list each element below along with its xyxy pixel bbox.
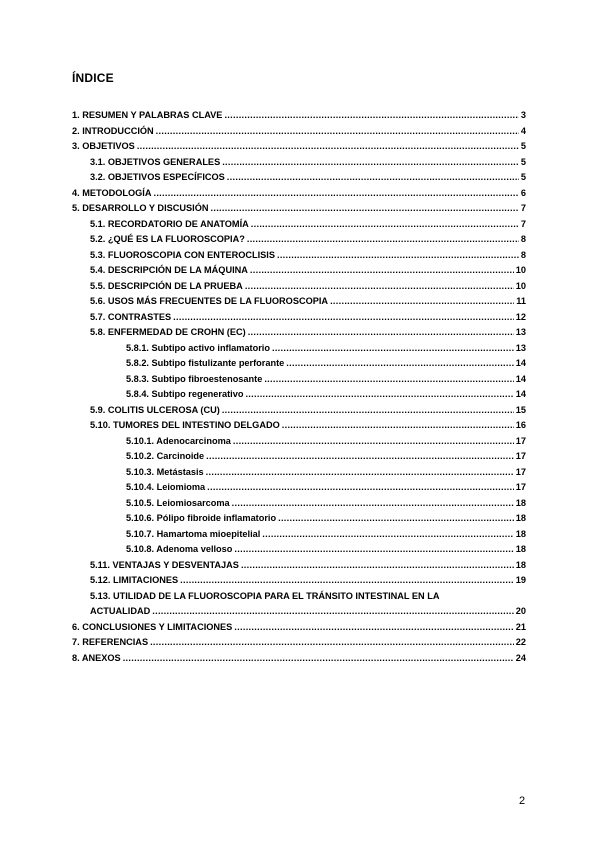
toc-entry[interactable] <box>72 405 526 421</box>
toc-entry-label: 5.5. DESCRIPCIÓN DE LA PRUEBA <box>90 280 243 291</box>
dot-leader <box>224 110 518 120</box>
dot-leader <box>241 560 514 570</box>
dot-leader <box>206 467 514 477</box>
toc-entry-label: 5.10.7. Hamartoma mioepitelial <box>126 528 261 539</box>
toc-entry-label: 5.8.2. Subtipo fistulizante perforante <box>126 358 285 368</box>
toc-entry-label: 5.10. TUMORES DEL INTESTINO DELGADO <box>90 420 280 430</box>
toc-entry-page: 10 <box>515 265 526 275</box>
toc-entry-page: 17 <box>515 435 526 446</box>
toc-entry-label: 5.8.3. Subtipo fibroestenosante <box>126 373 263 384</box>
toc-entry-label: 6. CONCLUSIONES Y LIMITACIONES <box>72 621 233 632</box>
toc-entry[interactable] <box>72 234 526 250</box>
toc-entry-page: 7 <box>520 203 526 213</box>
toc-entry-label: 5.10.1. Adenocarcinoma <box>126 435 231 446</box>
toc-entry-page: 17 <box>515 482 526 492</box>
toc-entry-page: 14 <box>515 358 526 368</box>
dot-leader <box>173 312 514 322</box>
toc-entry-page: 7 <box>520 218 526 229</box>
dot-leader <box>123 653 514 663</box>
dot-leader <box>262 529 513 539</box>
toc-entry-label: 5.8. ENFERMEDAD DE CROHN (EC) <box>90 327 246 337</box>
toc-entry-label: 5. DESARROLLO Y DISCUSIÓN <box>72 203 209 213</box>
dot-leader <box>234 544 513 554</box>
dot-leader <box>245 281 514 291</box>
toc-entry[interactable] <box>72 436 526 452</box>
dot-leader <box>250 265 514 275</box>
toc-entry[interactable] <box>72 358 526 374</box>
toc-entry-page: 8 <box>520 249 526 260</box>
toc-entry[interactable] <box>72 591 526 607</box>
toc-entry[interactable] <box>72 653 526 669</box>
toc-entry[interactable] <box>72 420 526 436</box>
toc-entry-label: 3.2. OBJETIVOS ESPECÍFICOS <box>90 172 225 182</box>
toc-entry-page: 3 <box>520 110 526 120</box>
dot-leader <box>245 389 513 399</box>
toc-entry[interactable] <box>72 451 526 467</box>
toc-entry-label: 2. INTRODUCCIÓN <box>72 125 154 136</box>
dot-leader <box>286 358 514 368</box>
toc-entry-label: 5.10.5. Leiomiosarcoma <box>126 497 230 508</box>
toc-entry-page: 18 <box>515 544 526 554</box>
dot-leader <box>222 157 519 167</box>
toc-entry-page: 5 <box>520 141 526 151</box>
toc-entry[interactable] <box>72 575 526 591</box>
toc-entry-label: 5.10.8. Adenoma velloso <box>126 544 233 554</box>
toc-entry[interactable] <box>72 389 526 405</box>
toc-entry-page: 10 <box>515 280 526 291</box>
toc-entry[interactable] <box>72 327 526 343</box>
toc-entry-label: 5.10.4. Leiomioma <box>126 482 206 492</box>
toc-entry-page: 14 <box>515 389 526 399</box>
toc-entry-label: 5.10.6. Pólipo fibroide inflamatorio <box>126 513 277 523</box>
toc-title: ÍNDICE <box>72 71 114 85</box>
toc-entry[interactable] <box>72 529 526 545</box>
toc-entry[interactable] <box>72 544 526 560</box>
dot-leader <box>251 219 519 229</box>
toc-entry-page: 6 <box>520 187 526 198</box>
dot-leader <box>180 575 514 585</box>
toc-entry[interactable] <box>72 622 526 638</box>
toc-entry-page: 13 <box>515 327 526 337</box>
dot-leader <box>277 250 519 260</box>
toc-entry[interactable] <box>72 157 526 173</box>
toc-entry[interactable] <box>72 498 526 514</box>
toc-entry[interactable] <box>72 250 526 266</box>
toc-entry-label: 5.13. UTILIDAD DE LA FLUOROSCOPIA PARA EL TRÁNSITO INTESTINAL EN LA <box>90 590 440 601</box>
dot-leader <box>232 498 514 508</box>
toc-entry[interactable] <box>72 281 526 297</box>
toc-entry-page: 17 <box>515 451 526 461</box>
toc-entry-label: 5.8.1. Subtipo activo inflamatorio <box>126 342 270 353</box>
toc-entry-page: 19 <box>515 575 526 585</box>
page-number: 2 <box>519 795 526 807</box>
toc-entry[interactable] <box>72 312 526 328</box>
toc-entry[interactable] <box>72 141 526 157</box>
toc-entry-page: 24 <box>515 652 526 663</box>
dot-leader <box>222 405 514 415</box>
toc-entry-page: 18 <box>515 559 526 570</box>
toc-entry-page: 11 <box>516 296 526 306</box>
toc-entry[interactable] <box>72 374 526 390</box>
toc-entry[interactable] <box>72 265 526 281</box>
toc-entry-label-continuation: ACTUALIDAD <box>90 606 151 616</box>
toc-entry-page: 18 <box>515 513 526 523</box>
toc-entry-page: 18 <box>515 528 526 539</box>
toc-entry-page: 20 <box>515 606 526 616</box>
dot-leader <box>137 141 519 151</box>
toc-entry-label: 5.8.4. Subtipo regenerativo <box>126 389 244 399</box>
toc-entry[interactable] <box>72 467 526 483</box>
toc-entry[interactable] <box>72 482 526 498</box>
toc-entry-page: 22 <box>515 637 526 647</box>
toc-entry[interactable] <box>72 560 526 576</box>
dot-leader <box>150 637 514 647</box>
toc-entry-label: 5.9. COLITIS ULCEROSA (CU) <box>90 404 220 415</box>
dot-leader <box>272 343 514 353</box>
dot-leader <box>234 622 513 632</box>
toc-entry[interactable] <box>72 513 526 529</box>
dot-leader <box>206 451 514 461</box>
dot-leader <box>278 513 514 523</box>
toc-entry-label: 5.6. USOS MÁS FRECUENTES DE LA FLUOROSCOPIA <box>90 296 329 306</box>
toc-entry-page: 13 <box>515 342 526 353</box>
toc-entry-label: 5.7. CONTRASTES <box>90 311 172 322</box>
toc-entry-page: 14 <box>515 373 526 384</box>
dot-leader <box>330 296 514 306</box>
toc-entry-page: 4 <box>520 125 526 136</box>
toc-entry[interactable] <box>72 219 526 235</box>
toc-entry-label: 8. ANEXOS <box>72 652 121 663</box>
toc-entry-label: 5.3. FLUOROSCOPIA CON ENTEROCLISIS <box>90 249 275 260</box>
table-of-contents <box>72 110 526 668</box>
dot-leader <box>153 188 518 198</box>
toc-entry[interactable] <box>72 637 526 653</box>
toc-entry-label: 5.10.3. Metástasis <box>126 466 204 477</box>
toc-entry-page: 8 <box>520 234 526 244</box>
dot-leader <box>210 203 518 213</box>
dot-leader <box>227 172 519 182</box>
dot-leader <box>152 606 514 616</box>
toc-entry-page: 15 <box>515 404 526 415</box>
toc-entry-continuation[interactable] <box>72 606 526 622</box>
toc-entry-label: 4. METODOLOGÍA <box>72 187 152 198</box>
toc-entry[interactable] <box>72 188 526 204</box>
dot-leader <box>264 374 513 384</box>
toc-entry-label: 5.12. LIMITACIONES <box>90 575 179 585</box>
toc-entry-page: 16 <box>515 420 526 430</box>
toc-entry[interactable] <box>72 126 526 142</box>
toc-entry-label: 5.1. RECORDATORIO DE ANATOMÍA <box>90 218 249 229</box>
toc-entry-label: 3.1. OBJETIVOS GENERALES <box>90 156 221 167</box>
toc-entry[interactable] <box>72 296 526 312</box>
toc-entry-label: 7. REFERENCIAS <box>72 637 149 647</box>
toc-entry-page: 12 <box>515 311 526 322</box>
toc-entry[interactable] <box>72 172 526 188</box>
toc-entry[interactable] <box>72 203 526 219</box>
toc-entry-label: 5.4. DESCRIPCIÓN DE LA MÁQUINA <box>90 265 248 275</box>
toc-entry-page: 17 <box>515 466 526 477</box>
toc-entry-page: 5 <box>520 156 526 167</box>
toc-entry-label: 5.10.2. Carcinoide <box>126 451 205 461</box>
dot-leader <box>207 482 514 492</box>
toc-entry[interactable] <box>72 110 526 126</box>
toc-entry-page: 21 <box>515 621 526 632</box>
toc-entry[interactable] <box>72 343 526 359</box>
toc-entry-label: 3. OBJETIVOS <box>72 141 135 151</box>
toc-entry-page: 18 <box>515 497 526 508</box>
toc-entry-label: 5.2. ¿QUÉ ES LA FLUOROSCOPIA? <box>90 234 245 244</box>
dot-leader <box>233 436 514 446</box>
dot-leader <box>282 420 514 430</box>
dot-leader <box>247 234 519 244</box>
dot-leader <box>156 126 519 136</box>
toc-entry-label: 1. RESUMEN Y PALABRAS CLAVE <box>72 110 223 120</box>
dot-leader <box>248 327 514 337</box>
toc-entry-page: 5 <box>520 172 526 182</box>
toc-entry-label: 5.11. VENTAJAS Y DESVENTAJAS <box>90 559 239 570</box>
